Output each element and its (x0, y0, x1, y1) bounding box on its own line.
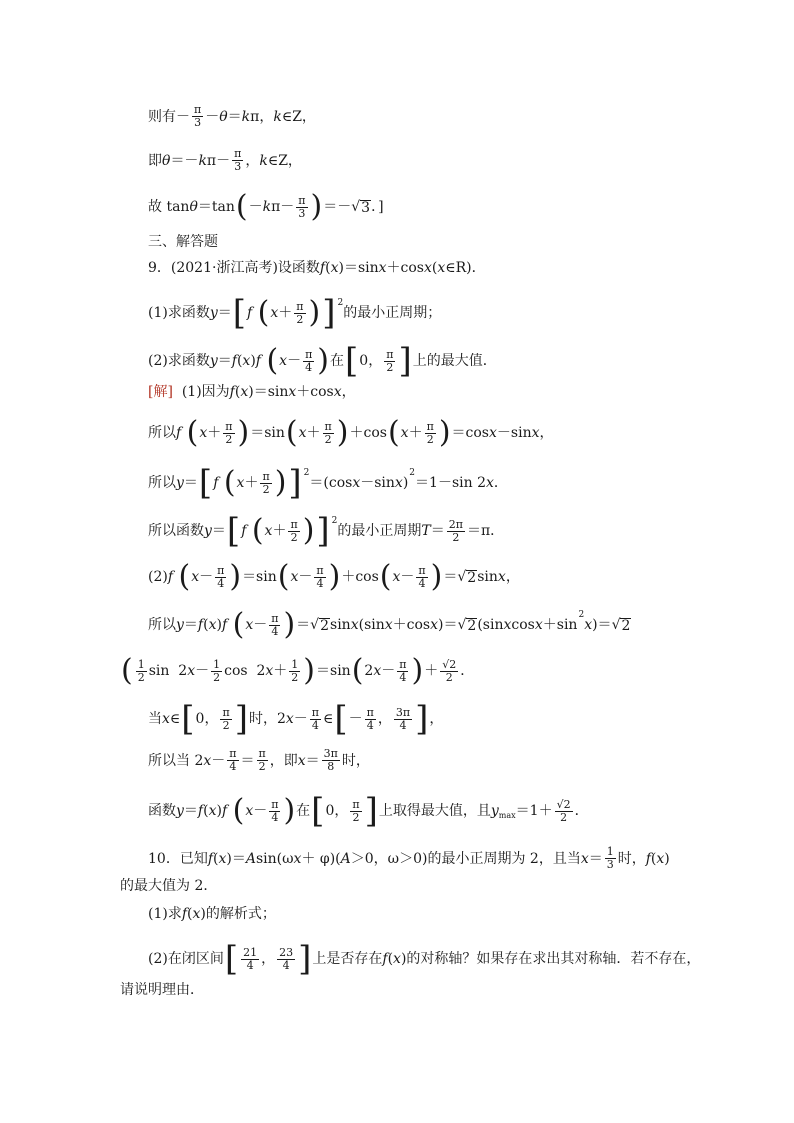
solution-tag: [解] (148, 384, 173, 400)
question-10-part-1: (1)求 f ( x )的解析式； (148, 906, 276, 922)
solution-line-2: 所以 f ( x ＋ $\frac{\pi}{2}$ ) ＝sin ( x ＋ $\frac{\pi}{2}$ ) ＋cos ( x ＋ $\frac{\pi}{2}$ ) ＝cos x －sin x ， (148, 415, 554, 450)
line-1: 则有－ $\frac{\pi}{3}$ － θ ＝ k π， k ∈Z， (148, 103, 316, 129)
solution-line-8: 当 x ∈ [ 0， $\frac{\pi}{2}$ ] 时，2 x － $\frac{\pi}{4}$ ∈ [ － $\frac{\pi}{4}$ ， $\frac{3\pi}{4}$ ] ， (148, 699, 444, 739)
solution-line-7: ( $\frac{1}{2}$ sin 2 x － $\frac{1}{2}$ cos 2 x ＋ $\frac{1}{2}$ ) ＝sin ( 2 x － $\frac{\pi}{4}$ ) ＋ $\frac{√2}{2}$ ． (121, 653, 475, 688)
solution-line-6: 所以 y ＝ f ( x ) f ( x － $\frac{\pi}{4}$ ) ＝ √ 2 sin x (sin x ＋cos x )＝ √ 2 (sin x cos x ＋sin 2 x )＝ √ 2 (148, 607, 631, 642)
solution-line-1: [解] (1)因为 f ( x )＝sin x ＋cos x ， (148, 384, 356, 400)
question-10-part-2: (2)在闭区间 [ $\frac{21}{4}$ ， $\frac{23}{4}$ ] 上是否存在 f ( x )的对称轴？如果存在求出其对称轴．若不存在， (148, 939, 701, 979)
question-9-part-1: (1)求函数 y ＝ [ f ( x ＋ $\frac{\pi}{2}$ ) ] 2 的最小正周期； (148, 293, 442, 333)
solution-line-10: 函数 y ＝ f ( x ) f ( x － $\frac{\pi}{4}$ ) 在 [ 0， $\frac{\pi}{2}$ ] 上取得最大值，且 y max ＝1＋ $\frac{√2}{2}$ ． (148, 791, 589, 831)
question-9: 9．(2021·浙江高考)设函数 f ( x )＝sin x ＋cos x ( x ∈R)． (148, 260, 486, 276)
section-title: 三、解答题 (148, 234, 218, 250)
line-2: 即 θ ＝－ k π－ $\frac{\pi}{3}$ ， k ∈Z， (148, 147, 302, 173)
question-10-line-2: 的最大值为 2． (120, 878, 218, 894)
solution-line-3: 所以 y ＝ [ f ( x ＋ $\frac{\pi}{2}$ ) ] 2 ＝(cos x －sin x ) 2 ＝1－sin 2 x ． (148, 463, 508, 503)
line-3: 故 tan θ ＝tan ( － k π－ $\frac{\pi}{3}$ ) ＝－ √ 3 ．] (148, 189, 384, 224)
solution-line-4: 所以函数 y ＝ [ f ( x ＋ $\frac{\pi}{2}$ ) ] 2 的最小正周期 T ＝ $\frac{2\pi}{2}$ ＝π． (148, 511, 505, 551)
question-10-line-1: 10．已知 f ( x )＝ A sin(ω x ＋ φ)( A ＞0，ω＞0)的最小正周期为 2，且当 x ＝ $\frac{1}{3}$ 时， f ( x ) (148, 845, 670, 871)
solution-line-9: 所以当 2 x － $\frac{\pi}{4}$ ＝ $\frac{\pi}{2}$ ，即 x ＝ $\frac{3\pi}{8}$ 时， (148, 747, 370, 773)
question-10-part-2-cont: 请说明理由． (120, 982, 204, 998)
solution-line-5: (2) f ( x － $\frac{\pi}{4}$ ) ＝sin ( x － $\frac{\pi}{4}$ ) ＋cos ( x － $\frac{\pi}{4}$ ) ＝ √ 2 sin x ， (148, 559, 520, 594)
question-9-part-2: (2)求函数 y ＝ f ( x ) f ( x － $\frac{\pi}{4}$ ) 在 [ 0， $\frac{\pi}{2}$ ] 上的最大值． (148, 341, 497, 381)
